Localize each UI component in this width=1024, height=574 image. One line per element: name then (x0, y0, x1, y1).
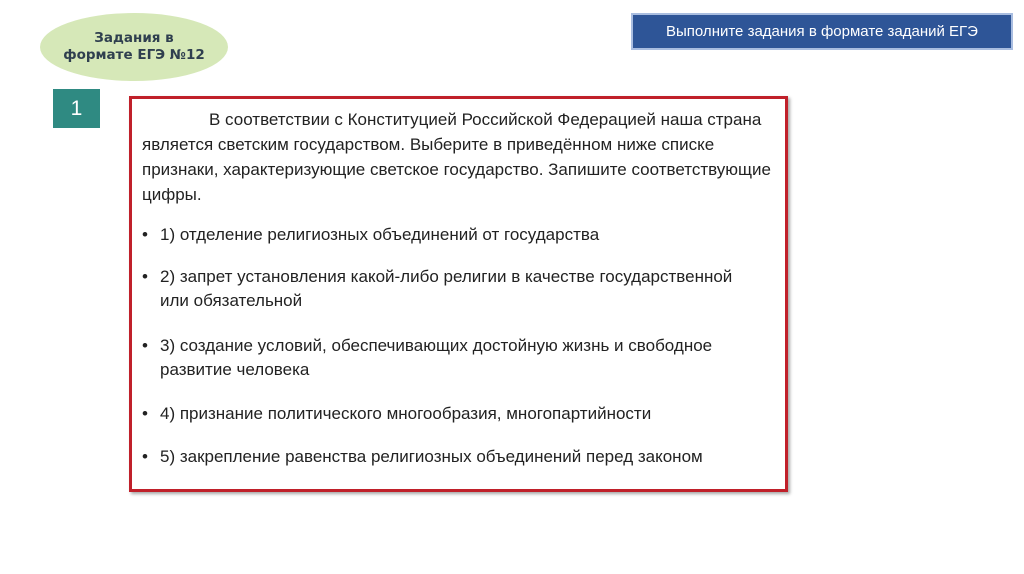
option-item-1 (142, 223, 772, 247)
task-panel (129, 96, 788, 492)
banner-label: Выполните задания в формате заданий ЕГЭ (666, 23, 978, 40)
option-item-4 (142, 402, 772, 426)
option-text: 4) признание политического многообразия, многопартийности (160, 404, 652, 423)
bullet-icon: • (142, 225, 148, 244)
badge-label: Задания в формате ЕГЭ №12 (63, 30, 205, 63)
task-intro: В соответствии с Конституцией Российской Федерацией наша страна является светским государством. Выберите в приведённом ниже списке признаки, характеризующие светское государство. Запишите соответствующие цифры. (142, 110, 771, 204)
bullet-icon: • (142, 267, 148, 286)
option-text: 2) запрет установления какой-либо религии в качестве государственной или обязательной (160, 267, 733, 310)
option-item-5 (142, 445, 772, 469)
task-number-box (53, 89, 100, 128)
option-item-2 (142, 265, 772, 313)
option-text: 3) создание условий, обеспечивающих достойную жизнь и свободное развитие человека (160, 336, 713, 379)
instruction-banner (631, 13, 1013, 50)
option-text: 5) закрепление равенства религиозных объединений перед законом (160, 447, 703, 466)
option-item-3 (142, 334, 772, 382)
option-text: 1) отделение религиозных объединений от государства (160, 225, 600, 244)
task-format-badge (40, 13, 228, 81)
bullet-icon: • (142, 336, 148, 355)
bullet-icon: • (142, 404, 148, 423)
task-number: 1 (70, 96, 83, 120)
bullet-icon: • (142, 447, 148, 466)
